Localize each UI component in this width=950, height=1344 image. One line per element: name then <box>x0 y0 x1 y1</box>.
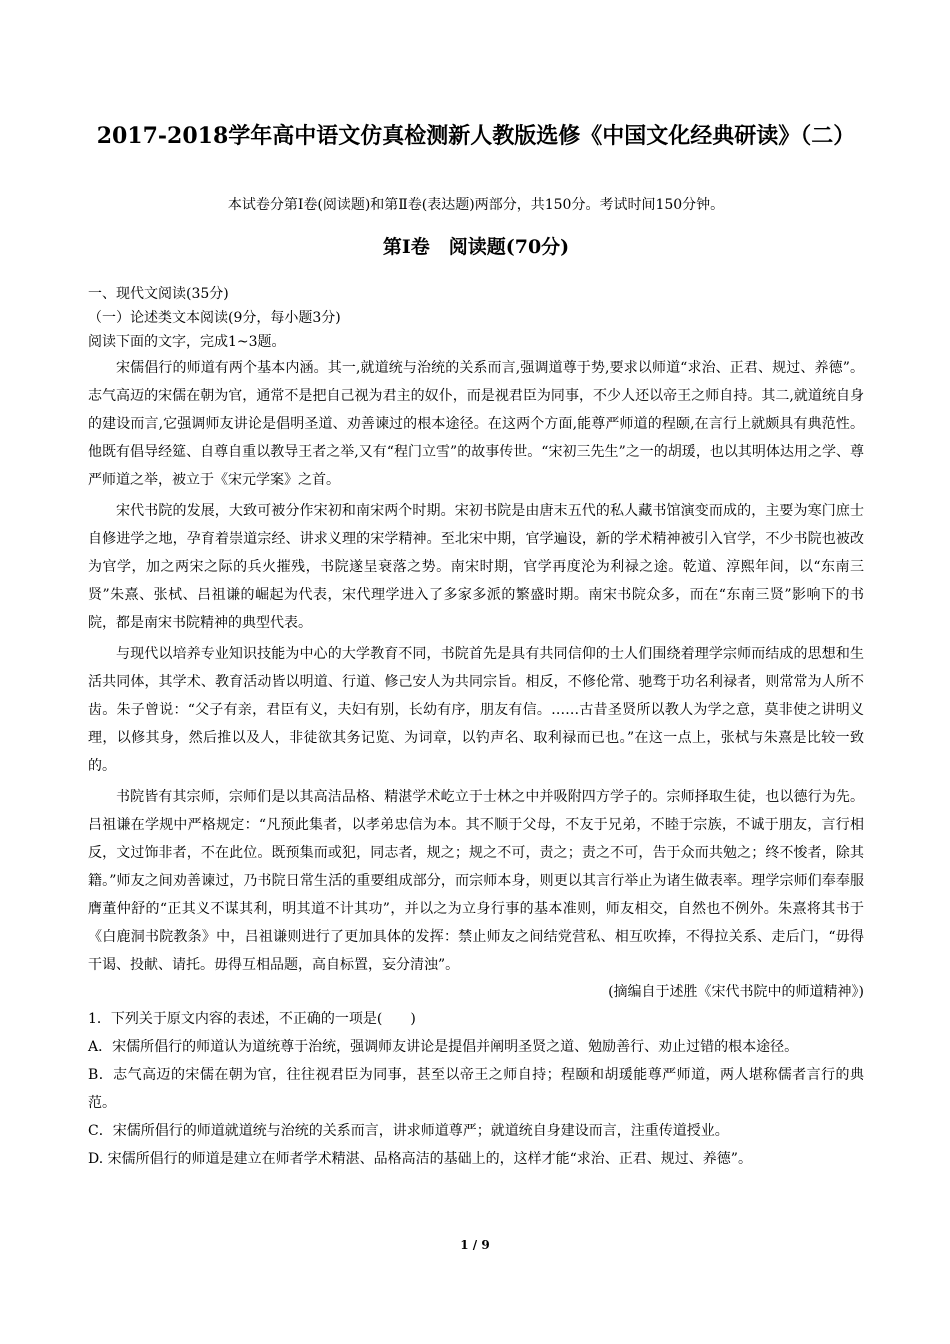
page-number: 1 / 9 <box>460 1238 490 1252</box>
paragraph-4: 书院皆有其宗师，宗师们是以其高洁品格、精湛学术屹立于士林之中并吸附四方学子的。宗师择取生徒，也以德行为先。吕祖谦在学规中严格规定：“凡预此集者，以孝弟忠信为本。其不顺于父母，不友于兄弟，不睦于宗族，不诚于朋友，言行相反，文过饰非者，不在此位。既预集而或犯，同志者，规之；规之不可，责之；责之不可，告于众而共勉之；终不悛者，除其籍。”师友之间劝善谏过，乃书院日常生活的重要组成部分，而宗师本身，则更以其言行举止为诸生做表率。理学宗师们奉奉服膺董仲舒的“正其义不谋其利，明其道不计其功”，并以之为立身行事的基本准则，师友相交，自然也不例外。朱熹将其书于《白鹿洞书院教条》中，吕祖谦则进行了更加具体的发挥：禁止师友之间结党营私、相互吹捧，不得拉关系、走后门，“毋得干谒、投献、请托。毋得互相品题，高自标置，妄分清浊”。 <box>88 789 864 973</box>
question-stem: 1．下列关于原文内容的表述，不正确的一项是( ) <box>88 1011 416 1027</box>
source-citation: (摘编自于述胜《宋代书院中的师道精神》) <box>608 984 864 1000</box>
section-title: 第Ⅰ卷 阅读题(70分) <box>382 236 570 258</box>
reading-instruction: 阅读下面的文字，完成1~3题。 <box>88 334 286 350</box>
subpart-heading: （一）论述类文本阅读(9分，每小题3分) <box>88 310 341 326</box>
paragraph-1: 宋儒倡行的师道有两个基本内涵。其一,就道统与治统的关系而言,强调道尊于势,要求以师道“求治、正君、规过、养德”。志气高迈的宋儒在朝为官，通常不是把自己视为君主的奴仆，而是视君臣为同事，不少人还以帝王之师自持。其二,就道统自身的建设而言,它强调师友讲论是倡明圣道、劝善谏过的根本途径。在这两个方面,能尊严师道的程颐,在言行上就颇具有典范性。他既有倡导经筵、自尊自重以教导王者之举,又有“程门立雪”的故事传世。“宋初三先生”之一的胡瑗，也以其明体达用之学、尊严师道之举，被立于《宋元学案》之首。 <box>88 360 864 488</box>
part-heading: 一、现代文阅读(35分) <box>88 286 229 302</box>
paragraph-3: 与现代以培养专业知识技能为中心的大学教育不同，书院首先是具有共同信仰的士人们围绕着理学宗师而结成的思想和生活共同体，其学术、教育活动皆以明道、行道、修己安人为共同宗旨。相反，不修伦常、驰骛于功名利禄者，则常常为人所不齿。朱子曾说：“父子有亲，君臣有义，夫妇有别，长幼有序，朋友有信。……古昔圣贤所以教人为学之意，莫非使之讲明义理，以修其身，然后推以及人，非徒欲其务记览、为词章，以钓声名、取利禄而已也。”在这一点上，张栻与朱熹是比较一致的。 <box>88 646 864 774</box>
page-title: 2017-2018学年高中语文仿真检测新人教版选修《中国文化经典研读》（二） <box>96 123 856 149</box>
paragraph-2: 宋代书院的发展，大致可被分作宋初和南宋两个时期。宋初书院是由唐末五代的私人藏书馆演变而成的，主要为寒门庶士自修进学之地，孕育着崇道宗经、讲求义理的宋学精神。至北宋中期，官学遍设，新的学术精神被引入官学，不少书院也被改为官学，加之两宋之际的兵火摧残，书院遂呈衰落之势。南宋时期，官学再度沦为利禄之途。乾道、淳熙年间，以“东南三贤”朱熹、张栻、吕祖谦的崛起为代表，宋代理学进入了多家多派的繁盛时期。南宋书院众多，而在“东南三贤”影响下的书院，都是南宋书院精神的典型代表。 <box>88 503 864 631</box>
exam-note: 本试卷分第Ⅰ卷(阅读题)和第Ⅱ卷(表达题)两部分，共150分。考试时间150分钟。 <box>227 197 725 213</box>
main-content <box>88 282 864 1173</box>
option-d: D. 宋儒所倡行的师道是建立在师者学术精湛、品格高洁的基础上的，这样才能“求治、正君、规过、养德”。 <box>88 1151 752 1167</box>
option-b: B．志气高迈的宋儒在朝为官，往往视君臣为同事，甚至以帝王之师自持；程颐和胡瑗能尊严师道，两人堪称儒者言行的典范。 <box>88 1067 864 1111</box>
option-c: C．宋儒所倡行的师道就道统与治统的关系而言，讲求师道尊严；就道统自身建设而言，注重传道授业。 <box>88 1123 729 1139</box>
option-a: A．宋儒所倡行的师道认为道统尊于治统，强调师友讲论是提倡并阐明圣贤之道、勉励善行、劝止过错的根本途径。 <box>88 1039 799 1055</box>
